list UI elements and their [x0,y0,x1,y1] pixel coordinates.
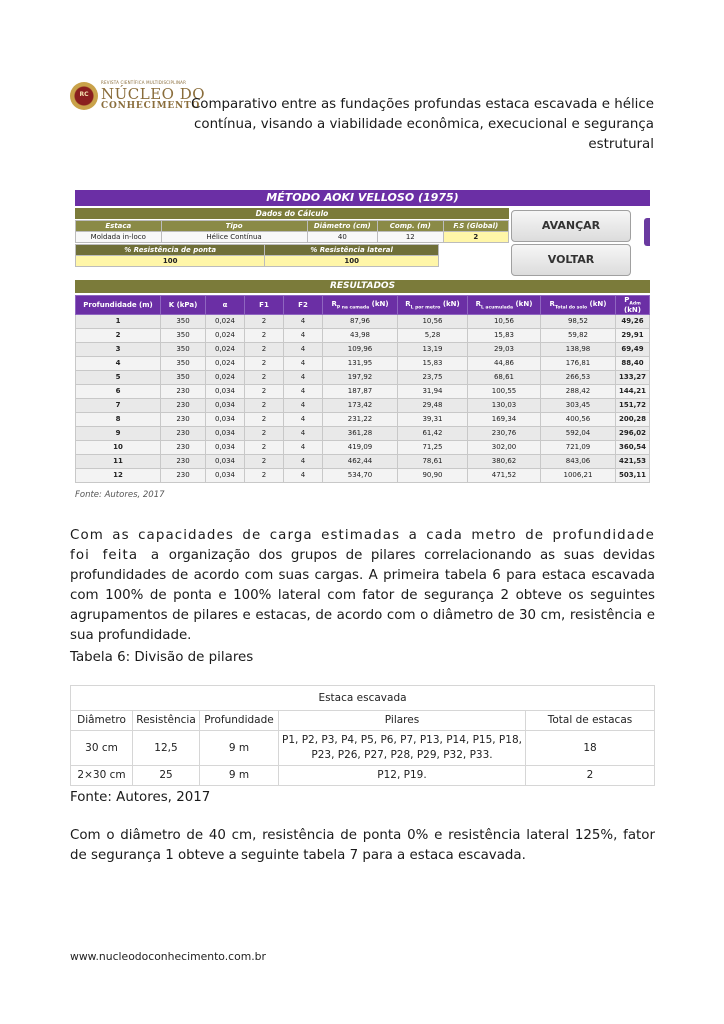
result-cell: 302,00 [468,441,541,455]
paragraph-1 [70,526,655,646]
result-cell: 2 [245,441,284,455]
result-cell: 0,034 [206,399,245,413]
result-cell: 59,82 [541,329,616,343]
result-cell: 39,31 [398,413,468,427]
result-cell: 2 [245,427,284,441]
result-cell: 7 [76,399,161,413]
resultados-body [76,315,650,483]
result-cell: 361,28 [323,427,398,441]
result-cell: 90,90 [398,469,468,483]
result-cell: 187,87 [323,385,398,399]
table-row [76,399,650,413]
method-title-bar: MÉTODO AOKI VELLOSO (1975) [75,190,650,206]
result-cell: 503,11 [616,469,650,483]
result-cell: 15,83 [468,329,541,343]
paragraph-2: Com o diâmetro de 40 cm, resistência de ponta 0% e resistência lateral 125%, fator de segurança 1 obteve a seguinte tabela 7 para a estaca escavada. [70,828,655,863]
result-cell: 4 [284,357,323,371]
result-cell: 230 [161,399,206,413]
res-ponta-label: % Resistência de ponta [76,245,265,256]
table-6-cell: P12, P19. [279,766,526,786]
result-cell: 0,034 [206,441,245,455]
result-cell: 0,024 [206,329,245,343]
result-cell: 4 [284,413,323,427]
result-cell: 230 [161,455,206,469]
logo-name-line1: NÚCLEO DO [101,85,206,103]
result-cell: 68,61 [468,371,541,385]
result-cell: 12 [76,469,161,483]
result-cell: 197,92 [323,371,398,385]
th-f1: F1 [245,296,284,315]
result-cell: 100,55 [468,385,541,399]
result-cell: 4 [284,385,323,399]
result-cell: 98,52 [541,315,616,329]
spreadsheet-figure [75,190,650,485]
result-cell: 4 [284,329,323,343]
table-6-group-header: Estaca escavada [71,686,655,711]
col-diametro: Diâmetro (cm) [307,221,377,232]
result-cell: 1006,21 [541,469,616,483]
table-6 [70,685,655,786]
logo-tagline: REVISTA CIENTÍFICA MULTIDISCIPLINAR [101,80,187,85]
table-6-cell: 12,5 [133,731,200,766]
result-cell: 350 [161,343,206,357]
result-cell: 10,56 [468,315,541,329]
result-cell: 0,024 [206,357,245,371]
result-cell: 10 [76,441,161,455]
purple-edge-tab [644,218,650,246]
val-estaca[interactable]: Moldada in-loco [76,232,162,243]
table-row [76,385,650,399]
table-6-source: Fonte: Autores, 2017 [70,790,211,805]
table-row [76,329,650,343]
res-lateral-label: % Resistência lateral [265,245,439,256]
result-cell: 44,86 [468,357,541,371]
result-cell: 350 [161,357,206,371]
table-6-col-pilares: Pilares [279,711,526,731]
result-cell: 421,53 [616,455,650,469]
table-6-cell: 9 m [200,766,279,786]
logo-seal-icon: RC [70,82,98,110]
result-cell: 88,40 [616,357,650,371]
col-comp: Comp. (m) [378,221,443,232]
table-6-cell: P1, P2, P3, P4, P5, P6, P7, P13, P14, P15, P18, P23, P26, P27, P28, P29, P32, P33. [279,731,526,766]
table-row [76,441,650,455]
result-cell: 144,21 [616,385,650,399]
result-cell: 4 [284,315,323,329]
res-lateral-value[interactable]: 100 [265,256,439,267]
paragraph-1-rest: organização dos grupos de pilares correlacionando as suas devidas profundidades de acordo com suas cargas. A primeira tabela 6 para estaca escavada com 100% de ponta e 100% lateral com fator de segurança 2 obteve os seguintes agrupamentos de pilares e estacas, de acordo com o diâmetro de 30 cm, resistência e sua profundidade. [70,548,655,643]
result-cell: 15,83 [398,357,468,371]
result-cell: 69,49 [616,343,650,357]
th-alpha: α [206,296,245,315]
result-cell: 721,09 [541,441,616,455]
avancar-button[interactable]: AVANÇAR [511,210,631,242]
result-cell: 0,024 [206,315,245,329]
voltar-button[interactable]: VOLTAR [511,244,631,276]
result-cell: 380,62 [468,455,541,469]
result-cell: 0,034 [206,385,245,399]
result-cell: 9 [76,427,161,441]
result-cell: 0,034 [206,455,245,469]
result-cell: 133,27 [616,371,650,385]
result-cell: 843,06 [541,455,616,469]
result-cell: 4 [284,427,323,441]
result-cell: 87,96 [323,315,398,329]
article-title: Comparativo entre as fundações profundas estaca escavada e hélice contínua, visando a viabilidade econômica, execucional e segurança estrutural [190,97,654,152]
result-cell: 5,28 [398,329,468,343]
result-cell: 29,91 [616,329,650,343]
result-cell: 0,034 [206,469,245,483]
table-6-col-resistencia: Resistência [133,711,200,731]
result-cell: 592,04 [541,427,616,441]
val-diametro[interactable]: 40 [307,232,377,243]
resistencia-table [75,244,439,267]
result-cell: 109,96 [323,343,398,357]
table-row [71,766,655,786]
val-fs[interactable]: 2 [443,232,508,243]
result-cell: 350 [161,329,206,343]
result-cell: 43,98 [323,329,398,343]
table-row [76,315,650,329]
result-cell: 2 [245,329,284,343]
result-cell: 288,42 [541,385,616,399]
table-row [76,469,650,483]
th-ra: $R_{L acumulada}$ (kN) [468,296,541,315]
result-cell: 71,25 [398,441,468,455]
result-cell: 3 [76,343,161,357]
result-cell: 266,53 [541,371,616,385]
result-cell: 4 [284,371,323,385]
result-cell: 130,03 [468,399,541,413]
result-cell: 419,09 [323,441,398,455]
result-cell: 471,52 [468,469,541,483]
table-6-col-total: Total de estacas [526,711,655,731]
result-cell: 2 [245,385,284,399]
result-cell: 29,48 [398,399,468,413]
dados-calculo-panel [75,208,509,267]
result-cell: 230 [161,441,206,455]
th-padm: $P_{Adm}$ (kN) [616,296,650,315]
result-cell: 230 [161,427,206,441]
result-cell: 230,76 [468,427,541,441]
table-6-col-profundidade: Profundidade [200,711,279,731]
result-cell: 8 [76,413,161,427]
result-cell: 0,024 [206,343,245,357]
table-row [76,343,650,357]
result-cell: 31,94 [398,385,468,399]
table-row [76,455,650,469]
result-cell: 173,42 [323,399,398,413]
result-cell: 303,45 [541,399,616,413]
resultados-table [75,295,650,483]
th-rp: $R_{P na camada}$ (kN) [323,296,398,315]
result-cell: 5 [76,371,161,385]
result-cell: 29,03 [468,343,541,357]
result-cell: 4 [284,399,323,413]
table-6-cell: 2 [526,766,655,786]
table-6-cell: 25 [133,766,200,786]
res-ponta-value[interactable]: 100 [76,256,265,267]
th-rl: $R_{L por metro}$ (kN) [398,296,468,315]
col-tipo: Tipo [161,221,307,232]
th-rt: $R_{Total do solo}$ (kN) [541,296,616,315]
resultados-table-wrap [75,295,650,483]
result-cell: 231,22 [323,413,398,427]
table-6-col-diametro: Diâmetro [71,711,133,731]
result-cell: 1 [76,315,161,329]
result-cell: 151,72 [616,399,650,413]
result-cell: 176,81 [541,357,616,371]
result-cell: 2 [245,399,284,413]
result-cell: 230 [161,469,206,483]
result-cell: 2 [245,371,284,385]
table-row [76,371,650,385]
result-cell: 2 [245,357,284,371]
paragraph-1-line-1: Com as capacidades de carga estimadas a cada metro de profundidade foi feita a [70,528,655,563]
result-cell: 534,70 [323,469,398,483]
result-cell: 2 [76,329,161,343]
val-tipo[interactable]: Hélice Contínua [161,232,307,243]
result-cell: 11 [76,455,161,469]
result-cell: 2 [245,315,284,329]
result-cell: 4 [76,357,161,371]
result-cell: 350 [161,371,206,385]
result-cell: 400,56 [541,413,616,427]
result-cell: 131,95 [323,357,398,371]
resultados-header-row [76,296,650,315]
table-6-cell: 30 cm [71,731,133,766]
table-6-cell: 2×30 cm [71,766,133,786]
table-row [76,357,650,371]
result-cell: 6 [76,385,161,399]
result-cell: 138,98 [541,343,616,357]
table-6-cell: 18 [526,731,655,766]
table-row [71,731,655,766]
result-cell: 360,54 [616,441,650,455]
dados-calculo-header: Dados do Cálculo [75,208,509,219]
table-6-caption: Tabela 6: Divisão de pilares [70,650,254,665]
dados-table [75,220,509,243]
result-cell: 4 [284,441,323,455]
result-cell: 49,26 [616,315,650,329]
result-cell: 61,42 [398,427,468,441]
val-comp[interactable]: 12 [378,232,443,243]
result-cell: 4 [284,455,323,469]
result-cell: 296,02 [616,427,650,441]
result-cell: 4 [284,469,323,483]
table-row [76,427,650,441]
result-cell: 0,034 [206,413,245,427]
th-f2: F2 [284,296,323,315]
result-cell: 2 [245,343,284,357]
result-cell: 350 [161,315,206,329]
result-cell: 13,19 [398,343,468,357]
footer-url[interactable]: www.nucleodoconhecimento.com.br [70,950,266,963]
col-fs: F.S (Global) [443,221,508,232]
result-cell: 0,034 [206,427,245,441]
resultados-header: RESULTADOS [75,280,650,293]
result-cell: 230 [161,413,206,427]
result-cell: 0,024 [206,371,245,385]
result-cell: 2 [245,469,284,483]
result-cell: 462,44 [323,455,398,469]
result-cell: 169,34 [468,413,541,427]
logo-name-line2: CONHECIMENTO [101,101,201,111]
result-cell: 2 [245,455,284,469]
result-cell: 10,56 [398,315,468,329]
col-estaca: Estaca [76,221,162,232]
table-row [76,413,650,427]
figure-source: Fonte: Autores, 2017 [75,490,165,500]
result-cell: 23,75 [398,371,468,385]
table-6-cell: 9 m [200,731,279,766]
th-k: K (kPa) [161,296,206,315]
result-cell: 78,61 [398,455,468,469]
result-cell: 4 [284,343,323,357]
result-cell: 200,28 [616,413,650,427]
result-cell: 230 [161,385,206,399]
th-profundidade: Profundidade (m) [76,296,161,315]
result-cell: 2 [245,413,284,427]
